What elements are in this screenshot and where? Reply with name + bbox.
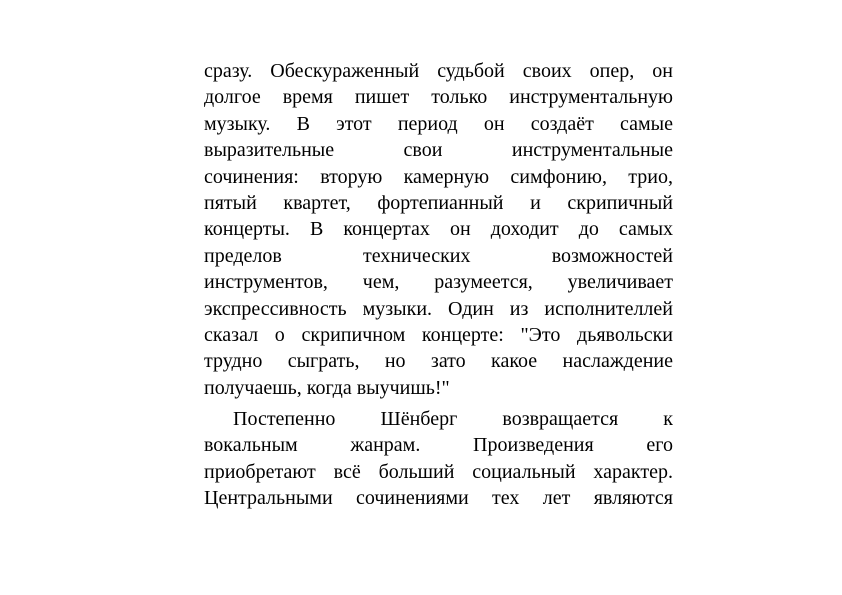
paragraph-1	[204, 58, 673, 401]
text-line: выразительные свои инструментальные	[204, 139, 673, 162]
text-line: сразу. Обескураженный судьбой своих опер, он	[204, 60, 673, 82]
text-line: сочинения: вторую камерную симфонию, трио,	[204, 165, 673, 188]
text-line: концерты. В концертах он доходит до самых	[204, 218, 673, 241]
text-line: вокальным жанрам. Произведения его	[204, 434, 673, 457]
text-line: получаешь, когда выучишь!"	[204, 376, 450, 399]
text-line: Центральными сочинениями тех лет являются	[204, 487, 673, 510]
text-line: долгое время пишет только инструментальную	[204, 86, 673, 109]
text-line: пятый квартет, фортепианный и скрипичный	[204, 191, 673, 214]
text-line: инструментов, чем, разумеется, увеличивает	[204, 271, 673, 294]
paragraph-2	[204, 406, 673, 512]
text-line: Постепенно Шёнберг возвращается к	[233, 408, 673, 431]
text-line: музыку. В этот период он создаёт самые	[204, 112, 673, 135]
text-line: трудно сыграть, но зато какое наслаждение	[204, 350, 673, 373]
body-text	[204, 58, 673, 512]
text-line: сказал о скрипичном концерте: "Это дьявольски	[204, 323, 673, 346]
text-line: экспрессивность музыки. Один из исполнителлей	[204, 297, 673, 320]
text-line: пределов технических возможностей	[204, 244, 673, 267]
text-line: приобретают всё больший социальный характер.	[204, 460, 673, 483]
